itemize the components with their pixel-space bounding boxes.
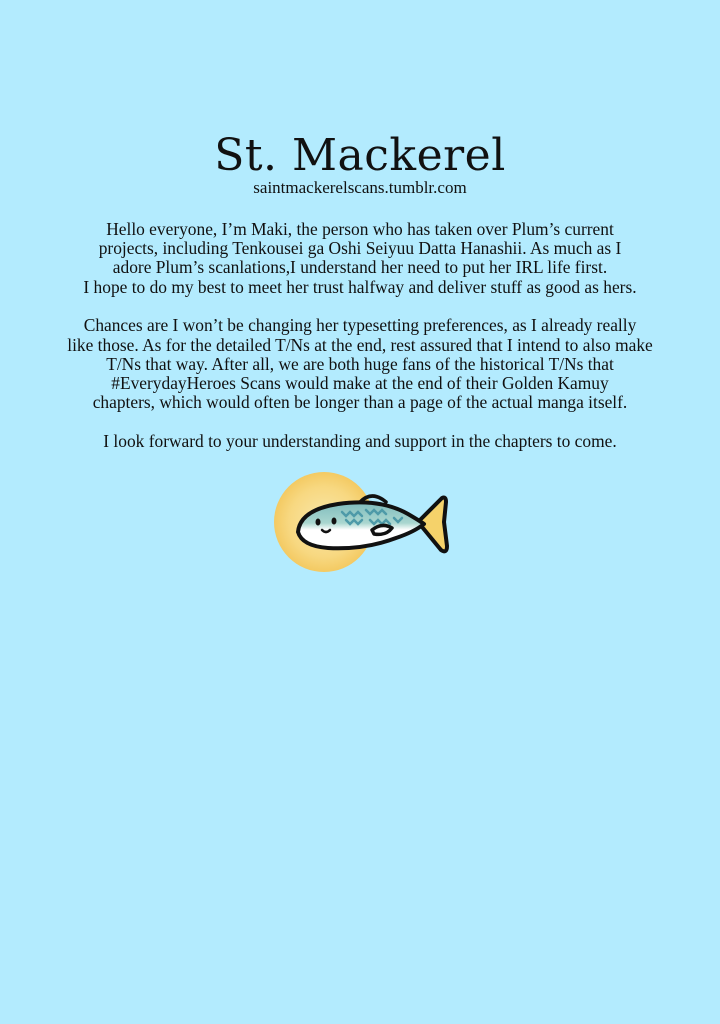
text-line: #EverydayHeroes Scans would make at the end of their Golden Kamuy <box>111 372 609 393</box>
text-line: I hope to do my best to meet her trust halfway and deliver stuff as good as hers. <box>83 276 637 297</box>
text-line: Chances are I won’t be changing her typesetting preferences, as I already really <box>83 315 637 336</box>
paragraph <box>20 432 700 451</box>
mackerel-fish-icon <box>268 466 458 578</box>
fish-fin <box>372 525 392 534</box>
page-title: St. Mackerel <box>214 130 506 181</box>
text-line: like those. As for the detailed T/Ns at the end, rest assured that I intend to also make <box>67 334 653 355</box>
text-line: T/Ns that way. After all, we are both huge fans of the historical T/Ns that <box>106 353 614 374</box>
fish-eye <box>332 518 337 525</box>
fish-body <box>298 502 424 548</box>
paragraph <box>20 316 700 412</box>
fish-eye <box>316 519 321 526</box>
site-url: saintmackerelscans.tumblr.com <box>253 178 467 197</box>
text-line: chapters, which would often be longer than a page of the actual manga itself. <box>92 392 628 413</box>
text-line: I look forward to your understanding and support in the chapters to come. <box>103 430 617 451</box>
text-line: projects, including Tenkousei ga Oshi Seiyuu Datta Hanashii. As much as I <box>98 238 622 259</box>
mackerel-logo <box>268 466 458 578</box>
text-line: adore Plum’s scanlations,I understand her need to put her IRL life first. <box>112 257 608 278</box>
paragraph <box>20 220 700 297</box>
message-body <box>20 220 700 471</box>
text-line: Hello everyone, I’m Maki, the person who has taken over Plum’s current <box>106 219 614 239</box>
